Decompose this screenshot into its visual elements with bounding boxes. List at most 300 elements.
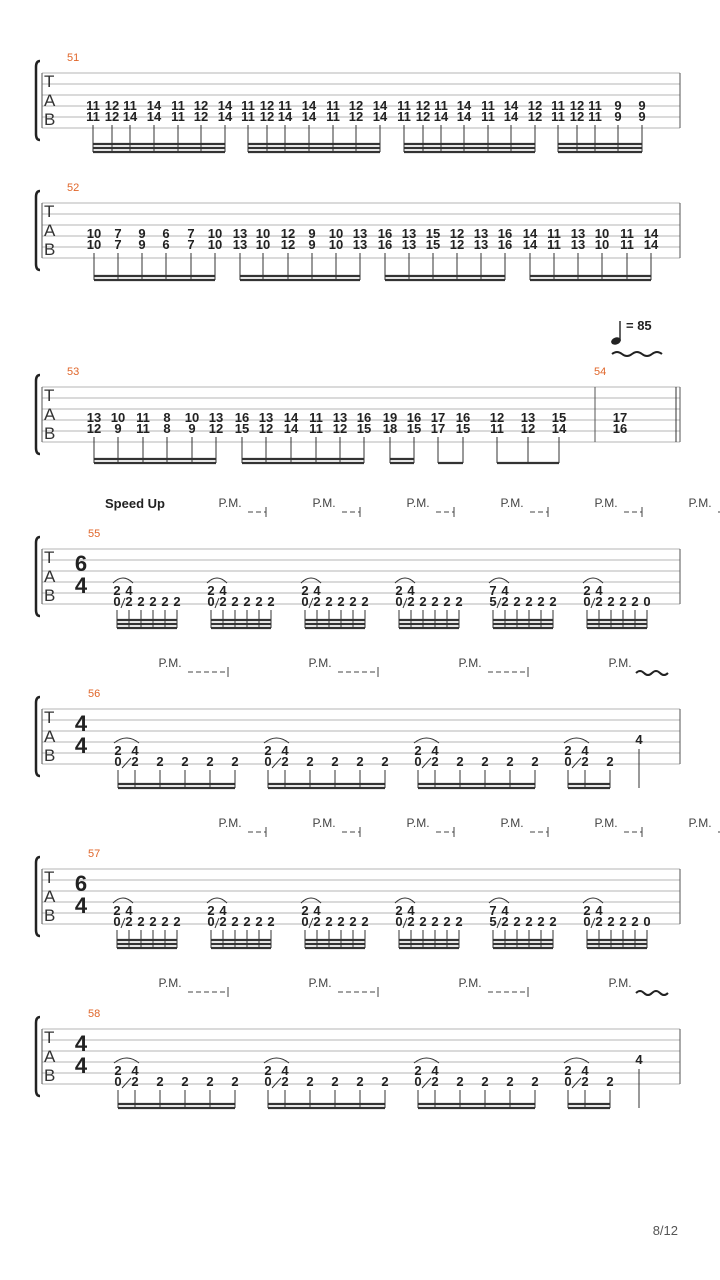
fret-number: 2 — [306, 754, 314, 769]
fret-number: 10 — [207, 237, 223, 252]
fret-number: 2 — [564, 743, 572, 758]
system-bracket — [36, 697, 40, 776]
palm-mute-mark — [500, 496, 548, 517]
fret-number: 4 — [281, 743, 289, 758]
tab-clef-t: T — [44, 868, 55, 887]
fret-number: 0 — [395, 594, 403, 609]
fret-number: 2 — [581, 1074, 589, 1089]
fret-number: 2 — [381, 1074, 389, 1089]
fret-number: 2 — [125, 914, 133, 929]
fret-number: 4 — [635, 1052, 643, 1067]
tab-clef-t: T — [44, 202, 55, 221]
fret-number: 2 — [549, 914, 557, 929]
fret-number: 2 — [443, 594, 451, 609]
fret-number: 7 — [489, 583, 497, 598]
fret-number: 2 — [549, 594, 557, 609]
fret-number: 2 — [206, 1074, 214, 1089]
fret-number: 2 — [531, 1074, 539, 1089]
tab-clef-a: A — [44, 1047, 56, 1066]
fret-number: 14 — [522, 226, 538, 241]
fret-number: 4 — [407, 903, 415, 918]
fret-number: 4 — [313, 903, 321, 918]
tab-clef-b: B — [44, 746, 56, 765]
fret-number: 2 — [231, 914, 239, 929]
fret-number: 4 — [635, 732, 643, 747]
palm-mute-label: P.M. — [218, 816, 242, 830]
system-bracket — [36, 537, 40, 616]
tab-clef-t: T — [44, 548, 55, 567]
fret-number: 4 — [313, 583, 321, 598]
tab-clef-b: B — [44, 1066, 56, 1085]
fret-number: 2 — [414, 1063, 422, 1078]
fret-number: 2 — [264, 1063, 272, 1078]
fret-number: 2 — [431, 754, 439, 769]
fret-number: 11 — [171, 109, 185, 124]
fret-number: 14 — [301, 98, 317, 113]
fret-number: 2 — [255, 594, 263, 609]
speed-up-label: Speed Up — [105, 496, 165, 511]
fret-number: 11 — [136, 410, 150, 425]
fret-number: 2 — [181, 1074, 189, 1089]
fret-number: 2 — [301, 583, 309, 598]
fret-number: 13 — [232, 237, 248, 252]
fret-number: 2 — [243, 594, 251, 609]
palm-mute-mark — [608, 976, 668, 995]
fret-number: 2 — [125, 594, 133, 609]
tab-clef-a: A — [44, 727, 56, 746]
fret-number: 7 — [187, 237, 195, 252]
fret-number: 2 — [207, 903, 215, 918]
fret-number: 11 — [326, 109, 340, 124]
fret-number: 13 — [401, 226, 417, 241]
fret-number: 10 — [110, 410, 126, 425]
fret-number: 2 — [531, 754, 539, 769]
fret-number: 13 — [352, 237, 368, 252]
fret-number: 14 — [217, 98, 233, 113]
fret-number: 13 — [570, 226, 586, 241]
fret-number: 0 — [414, 1074, 422, 1089]
fret-number: 12 — [193, 98, 209, 113]
fret-number: 2 — [219, 914, 227, 929]
tab-clef-t: T — [44, 708, 55, 727]
fret-number: 2 — [431, 914, 439, 929]
fret-number: 12 — [258, 421, 274, 436]
fret-number: 0 — [583, 594, 591, 609]
fret-number: 12 — [280, 237, 296, 252]
fret-number: 2 — [419, 914, 427, 929]
fret-number: 14 — [456, 109, 472, 124]
fret-number: 2 — [525, 914, 533, 929]
fret-number: 2 — [431, 1074, 439, 1089]
fret-number: 2 — [131, 1074, 139, 1089]
fret-number: 4 — [407, 583, 415, 598]
fret-number: 13 — [520, 410, 536, 425]
fret-number: 18 — [382, 421, 398, 436]
fret-number: 2 — [219, 594, 227, 609]
fret-number: 2 — [131, 754, 139, 769]
palm-mute-label: P.M. — [688, 816, 712, 830]
fret-number: 13 — [352, 226, 368, 241]
palm-mute-label: P.M. — [688, 496, 712, 510]
fret-number: 14 — [503, 98, 519, 113]
system-bracket — [36, 375, 40, 454]
vibrato-icon — [612, 352, 662, 356]
palm-mute-label: P.M. — [158, 656, 182, 670]
fret-number: 2 — [455, 914, 463, 929]
fret-number: 13 — [86, 410, 102, 425]
fret-number: 2 — [581, 754, 589, 769]
page-number: 8/12 — [652, 1223, 678, 1238]
slide-line — [572, 1078, 581, 1088]
fret-number: 11 — [547, 226, 561, 241]
fret-number: 2 — [583, 903, 591, 918]
fret-number: 4 — [431, 1063, 439, 1078]
fret-number: 2 — [456, 1074, 464, 1089]
fret-number: 11 — [123, 98, 137, 113]
fret-number: 2 — [513, 914, 521, 929]
fret-number: 0 — [414, 754, 422, 769]
time-signature-top: 6 — [74, 871, 88, 896]
fret-number: 14 — [283, 410, 299, 425]
fret-number: 12 — [332, 421, 348, 436]
palm-mute-label: P.M. — [308, 656, 332, 670]
fret-number: 2 — [337, 914, 345, 929]
fret-number: 2 — [631, 594, 639, 609]
fret-number: 2 — [606, 1074, 614, 1089]
fret-number: 2 — [349, 914, 357, 929]
measure-number: 53 — [67, 366, 80, 378]
fret-number: 2 — [173, 594, 181, 609]
fret-number: 2 — [395, 583, 403, 598]
tab-staff — [36, 528, 680, 628]
slide-line — [272, 758, 281, 768]
tab-clef-b: B — [44, 586, 56, 605]
time-signature-bottom: 4 — [74, 573, 88, 598]
fret-number: 4 — [219, 903, 227, 918]
tab-clef-t: T — [44, 72, 55, 91]
fret-number: 0 — [643, 594, 651, 609]
system-bracket — [36, 1017, 40, 1096]
fret-number: 14 — [522, 237, 538, 252]
palm-mute-mark — [406, 816, 454, 837]
fret-number: 10 — [86, 226, 102, 241]
fret-number: 2 — [506, 754, 514, 769]
fret-number: 11 — [490, 421, 504, 436]
fret-number: 14 — [503, 109, 519, 124]
fret-number: 2 — [267, 914, 275, 929]
palm-mute-mark — [458, 656, 528, 677]
fret-number: 15 — [234, 421, 250, 436]
palm-mute-label: P.M. — [158, 976, 182, 990]
fret-number: 4 — [125, 903, 133, 918]
fret-number: 14 — [551, 421, 567, 436]
fret-number: 2 — [431, 594, 439, 609]
fret-number: 2 — [501, 914, 509, 929]
palm-mute-mark — [158, 656, 228, 677]
fret-number: 11 — [620, 226, 634, 241]
fret-number: 2 — [631, 914, 639, 929]
fret-number: 2 — [537, 914, 545, 929]
fret-number: 9 — [638, 98, 646, 113]
fret-number: 11 — [171, 98, 185, 113]
time-signature-top: 6 — [74, 551, 88, 576]
fret-number: 14 — [456, 98, 472, 113]
palm-mute-label: P.M. — [458, 976, 482, 990]
palm-mute-mark — [458, 976, 528, 997]
fret-number: 2 — [361, 914, 369, 929]
fret-number: 9 — [614, 98, 622, 113]
fret-number: 2 — [537, 594, 545, 609]
fret-number: 12 — [520, 421, 536, 436]
palm-mute-mark — [308, 976, 378, 997]
slide-line — [422, 1078, 431, 1088]
slide-line — [122, 1078, 131, 1088]
fret-number: 2 — [395, 903, 403, 918]
palm-mute-mark — [218, 496, 266, 517]
system-bracket — [36, 61, 40, 140]
fret-number: 0 — [301, 914, 309, 929]
fret-number: 17 — [430, 410, 446, 425]
tab-clef-a: A — [44, 221, 56, 240]
fret-number: 9 — [614, 109, 622, 124]
palm-mute-mark — [218, 816, 266, 837]
fret-number: 11 — [86, 98, 100, 113]
fret-number: 2 — [113, 903, 121, 918]
measure-number-54: 54 — [594, 366, 607, 378]
fret-number: 14 — [122, 109, 138, 124]
fret-number: 0 — [583, 914, 591, 929]
fret-number: 2 — [381, 754, 389, 769]
fret-number: 15 — [406, 421, 422, 436]
fret-number: 2 — [419, 594, 427, 609]
fret-number: 12 — [415, 98, 431, 113]
fret-number: 12 — [259, 98, 275, 113]
system-bracket — [36, 191, 40, 270]
fret-number: 10 — [86, 237, 102, 252]
tab-staff — [36, 848, 680, 948]
fret-number: 11 — [397, 98, 411, 113]
tab-staff — [36, 1008, 680, 1108]
measure-number: 57 — [88, 848, 101, 860]
fret-number: 15 — [356, 421, 372, 436]
tab-clef-a: A — [44, 405, 56, 424]
slide-line — [272, 1078, 281, 1088]
palm-mute-label: P.M. — [500, 496, 524, 510]
tab-staff — [36, 366, 680, 463]
fret-number: 14 — [301, 109, 317, 124]
fret-number: 12 — [527, 109, 543, 124]
fret-number: 2 — [114, 743, 122, 758]
fret-number: 10 — [594, 237, 610, 252]
fret-number: 0 — [301, 594, 309, 609]
fret-number: 13 — [401, 237, 417, 252]
fret-number: 14 — [372, 109, 388, 124]
fret-number: 11 — [481, 98, 495, 113]
tab-clef-a: A — [44, 567, 56, 586]
fret-number: 14 — [643, 226, 659, 241]
tab-staff — [36, 52, 680, 152]
fret-number: 9 — [114, 421, 122, 436]
fret-number: 2 — [281, 754, 289, 769]
fret-number: 2 — [456, 754, 464, 769]
fret-number: 9 — [308, 226, 316, 241]
palm-mute-label: P.M. — [608, 656, 632, 670]
fret-number: 12 — [104, 109, 120, 124]
fret-number: 0 — [395, 914, 403, 929]
fret-number: 2 — [313, 914, 321, 929]
palm-mute-label: P.M. — [608, 976, 632, 990]
fret-number: 0 — [113, 594, 121, 609]
fret-number: 14 — [146, 98, 162, 113]
time-signature-top: 4 — [74, 711, 88, 736]
palm-mute-mark — [500, 816, 548, 837]
fret-number: 2 — [301, 903, 309, 918]
fret-number: 12 — [415, 109, 431, 124]
fret-number: 4 — [431, 743, 439, 758]
fret-number: 11 — [278, 98, 292, 113]
fret-number: 2 — [607, 594, 615, 609]
palm-mute-mark — [594, 496, 642, 517]
fret-number: 16 — [497, 237, 513, 252]
fret-number: 4 — [125, 583, 133, 598]
fret-number: 2 — [455, 594, 463, 609]
tab-clef-t: T — [44, 386, 55, 405]
fret-number: 0 — [113, 914, 121, 929]
fret-number: 4 — [131, 1063, 139, 1078]
fret-number: 2 — [113, 583, 121, 598]
palm-mute-label: P.M. — [594, 816, 618, 830]
fret-number: 10 — [184, 410, 200, 425]
fret-number: 15 — [425, 226, 441, 241]
fret-number: 19 — [382, 410, 398, 425]
palm-mute-mark — [608, 656, 668, 675]
fret-number: 2 — [173, 914, 181, 929]
fret-number: 12 — [193, 109, 209, 124]
fret-number: 2 — [564, 1063, 572, 1078]
fret-number: 9 — [308, 237, 316, 252]
fret-number: 4 — [595, 583, 603, 598]
tempo-value: = 85 — [626, 318, 652, 333]
palm-mute-mark — [158, 976, 228, 997]
tab-clef-b: B — [44, 906, 56, 925]
fret-number: 7 — [114, 226, 122, 241]
fret-number: 16 — [455, 410, 471, 425]
tab-clef-a: A — [44, 91, 56, 110]
fret-number: 2 — [356, 1074, 364, 1089]
fret-number: 17 — [430, 421, 446, 436]
fret-number: 2 — [331, 754, 339, 769]
fret-number: 11 — [326, 98, 340, 113]
fret-number: 11 — [136, 421, 150, 436]
fret-number: 2 — [243, 914, 251, 929]
fret-number: 11 — [551, 109, 565, 124]
fret-number: 12 — [449, 237, 465, 252]
fret-number: 0 — [264, 754, 272, 769]
tab-clef-a: A — [44, 887, 56, 906]
fret-number: 2 — [114, 1063, 122, 1078]
fret-number: 13 — [232, 226, 248, 241]
palm-mute-mark — [308, 656, 378, 677]
fret-number: 6 — [162, 226, 170, 241]
fret-number: 2 — [606, 754, 614, 769]
fret-number: 4 — [501, 903, 509, 918]
fret-number: 2 — [206, 754, 214, 769]
fret-number: 16 — [234, 410, 250, 425]
fret-number: 16 — [497, 226, 513, 241]
fret-number: 2 — [414, 743, 422, 758]
fret-number: 12 — [489, 410, 505, 425]
fret-number: 4 — [595, 903, 603, 918]
fret-number: 2 — [349, 594, 357, 609]
fret-number: 11 — [309, 410, 323, 425]
fret-number: 6 — [162, 237, 170, 252]
tab-staff — [36, 688, 680, 788]
fret-number: 8 — [163, 421, 171, 436]
fret-number: 2 — [281, 1074, 289, 1089]
tab-clef-b: B — [44, 110, 56, 129]
fret-number: 12 — [569, 98, 585, 113]
time-signature-bottom: 4 — [74, 893, 88, 918]
fret-number: 12 — [259, 109, 275, 124]
palm-mute-mark — [594, 816, 642, 837]
fret-number: 2 — [231, 754, 239, 769]
fret-number: 15 — [551, 410, 567, 425]
fret-number: 4 — [501, 583, 509, 598]
fret-number: 4 — [131, 743, 139, 758]
fret-number: 14 — [643, 237, 659, 252]
fret-number: 2 — [407, 594, 415, 609]
fret-number: 2 — [506, 1074, 514, 1089]
fret-number: 17 — [612, 410, 628, 425]
fret-number: 2 — [306, 1074, 314, 1089]
fret-number: 4 — [581, 743, 589, 758]
fret-number: 4 — [219, 583, 227, 598]
fret-number: 0 — [207, 914, 215, 929]
fret-number: 11 — [588, 109, 602, 124]
fret-number: 9 — [188, 421, 196, 436]
fret-number: 15 — [425, 237, 441, 252]
fret-number: 0 — [643, 914, 651, 929]
fret-number: 16 — [377, 237, 393, 252]
fret-number: 2 — [207, 583, 215, 598]
fret-number: 13 — [570, 237, 586, 252]
palm-mute-label: P.M. — [312, 496, 336, 510]
slide-line — [422, 758, 431, 768]
palm-mute-mark — [312, 816, 360, 837]
palm-mute-label: P.M. — [500, 816, 524, 830]
fret-number: 10 — [328, 237, 344, 252]
fret-number: 2 — [137, 914, 145, 929]
fret-number: 2 — [331, 1074, 339, 1089]
tab-clef-b: B — [44, 424, 56, 443]
fret-number: 12 — [280, 226, 296, 241]
fret-number: 16 — [612, 421, 628, 436]
fret-number: 2 — [313, 594, 321, 609]
measure-number: 52 — [67, 182, 80, 194]
fret-number: 2 — [231, 594, 239, 609]
fret-number: 2 — [361, 594, 369, 609]
fret-number: 2 — [481, 1074, 489, 1089]
fret-number: 7 — [187, 226, 195, 241]
tab-staff — [36, 182, 680, 280]
slide-line — [572, 758, 581, 768]
fret-number: 2 — [525, 594, 533, 609]
fret-number: 2 — [481, 754, 489, 769]
palm-mute-label: P.M. — [594, 496, 618, 510]
fret-number: 2 — [267, 594, 275, 609]
fret-number: 10 — [328, 226, 344, 241]
fret-number: 2 — [161, 594, 169, 609]
